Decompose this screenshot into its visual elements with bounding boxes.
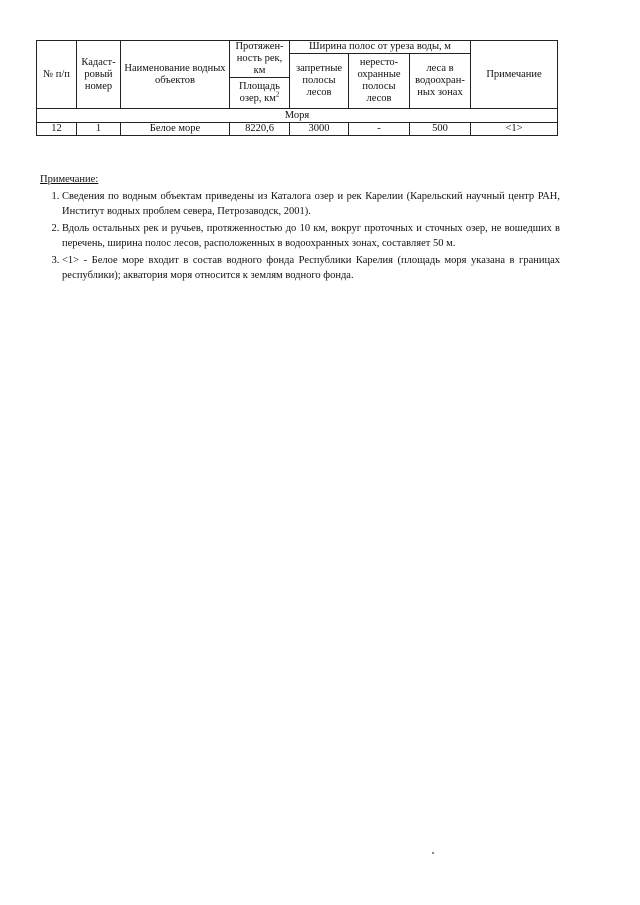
list-item: 1. Сведения по водным объектам приведены из Каталога озер и рек Карелии (Карельский научный центр РАН, Институт водных проблем севера, Петрозаводск, 2001). [62,189,560,219]
cell-forbidden: 3000 [290,123,349,136]
cell-spawning: - [349,123,410,136]
cell-num: 12 [37,123,77,136]
header-length: Протяжен- ность рек, км [230,41,290,78]
cell-name: Белое море [121,123,230,136]
header-area-label: Площадь озер, км [239,81,280,104]
header-spawning: нересто- охранные полосы лесов [349,54,410,109]
header-note: Примечание [471,41,558,109]
table-row [37,123,558,136]
header-name: Наименование водных объектов [121,41,230,109]
notes-section [40,172,560,285]
header-cadastral: Кадаст- ровый номер [77,41,121,109]
header-area-sup: 2 [275,90,280,99]
cell-note: <1> [471,123,558,136]
cell-length-area: 8220,6 [230,123,290,136]
scan-speck [432,852,434,854]
section-seas: Моря [37,109,558,123]
water-bodies-table [36,40,558,136]
header-forbidden: запретные полосы лесов [290,54,349,109]
header-area [230,78,290,109]
header-water-protection: леса в водоохран- ных зонах [410,54,471,109]
notes-title: Примечание: [40,174,99,185]
notes-list [40,189,560,283]
header-num: № п/п [37,41,77,109]
list-item: 2. Вдоль остальных рек и ручьев, протяженностью до 10 км, вокруг проточных и сточных озер, не вошедших в перечень, ширина полос лесов, расположенных в водоохранных зонах, составляет 50 м. [62,221,560,251]
cell-water-protection: 500 [410,123,471,136]
list-item: 3. <1> - Белое море входит в состав водного фонда Республики Карелия (площадь моря указана в границах республики); акватория моря относится к землям водного фонда. [62,253,560,283]
cell-cadastral: 1 [77,123,121,136]
header-width-group: Ширина полос от уреза воды, м [290,41,471,54]
